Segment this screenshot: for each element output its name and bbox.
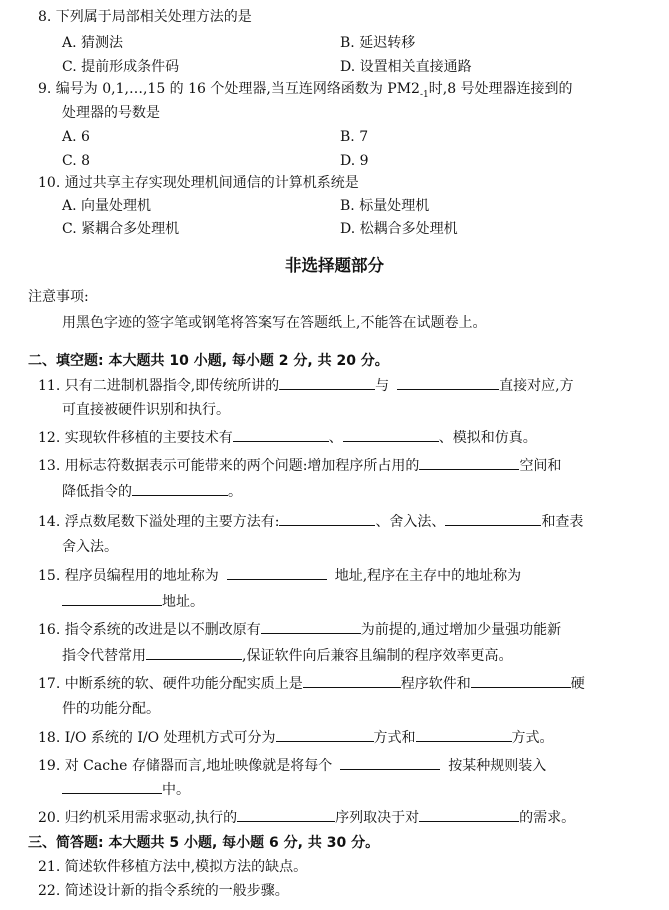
q21-text: 21. 简述软件移植方法中,模拟方法的缺点。 — [38, 859, 308, 875]
q22-text: 22. 简述设计新的指令系统的一般步骤。 — [38, 883, 289, 899]
q14-blank-1 — [279, 512, 375, 526]
q8-option-b: B. 延迟转移 — [340, 35, 416, 51]
q12-text-2: 、 — [328, 430, 343, 446]
q17-text-2: 程序软件和 — [400, 676, 471, 692]
q10-option-b: B. 标量处理机 — [340, 198, 430, 214]
q11-text-3: 直接对应,方 — [499, 378, 574, 394]
q16-text-3: 指令代替常用 — [62, 648, 146, 664]
q16-line2 — [62, 646, 512, 665]
q9-stem-line2: 处理器的号数是 — [62, 105, 160, 121]
q16-text-1: 16. 指令系统的改进是以不删改原有 — [38, 622, 261, 638]
q9-option-d: D. 9 — [340, 153, 369, 169]
q11-line2: 可直接被硬件识别和执行。 — [62, 402, 230, 418]
q18-text-3: 方式。 — [511, 730, 554, 746]
q17-text-3: 硬 — [570, 676, 585, 692]
q13-line1 — [38, 456, 561, 475]
q15-text-2: 地址,程序在主存中的地址称为 — [334, 568, 522, 584]
q19-line2 — [62, 780, 190, 799]
q13-text-3: 降低指令的 — [62, 484, 132, 500]
q13-text-4: 。 — [228, 484, 242, 500]
q20-blank-1 — [237, 808, 335, 822]
q9-stem — [38, 80, 573, 104]
q11-blank-2 — [397, 376, 499, 390]
q13-blank-1 — [419, 456, 519, 470]
q9-option-b: B. 7 — [340, 129, 369, 145]
q17-blank-2 — [471, 674, 571, 688]
q11-text-2: 与 — [375, 378, 390, 394]
q17-text-1: 17. 中断系统的软、硬件功能分配实质上是 — [38, 676, 303, 692]
q14-text-3: 和查表 — [541, 514, 584, 530]
q19-text-3: 中。 — [162, 782, 190, 798]
q20-text-3: 的需求。 — [519, 810, 576, 826]
q18-line1 — [38, 728, 554, 747]
q19-text-2: 按某种规则装入 — [448, 758, 547, 774]
q15-text-1: 15. 程序员编程用的地址称为 — [38, 568, 219, 584]
q17-blank-1 — [303, 674, 401, 688]
q20-text-2: 序列取决于对 — [335, 810, 420, 826]
q14-text-2: 、舍入法、 — [375, 514, 446, 530]
q13-line2 — [62, 482, 242, 501]
q16-blank-1 — [261, 620, 361, 634]
notice-label: 注意事项: — [28, 289, 89, 305]
q18-text-1: 18. I/O 系统的 I/O 处理机方式可分为 — [38, 730, 276, 746]
q8-stem: 8. 下列属于局部相关处理方法的是 — [38, 9, 252, 25]
q15-line2 — [62, 592, 204, 611]
q12-line1 — [38, 428, 537, 447]
q20-line1 — [38, 808, 575, 827]
q20-text-1: 20. 归约机采用需求驱动,执行的 — [38, 810, 238, 826]
q13-text-1: 13. 用标志符数据表示可能带来的两个问题:增加程序所占用的 — [38, 458, 420, 474]
q12-blank-1 — [233, 428, 329, 442]
q18-blank-1 — [276, 728, 374, 742]
q12-text-3: 、模拟和仿真。 — [438, 430, 537, 446]
q9-option-a: A. 6 — [62, 129, 90, 145]
q19-line1 — [38, 756, 546, 775]
q11-line1 — [38, 376, 574, 395]
q14-text-1: 14. 浮点数尾数下溢处理的主要方法有: — [38, 514, 280, 530]
notice-text: 用黑色字迹的签字笔或钢笔将答案写在答题纸上,不能答在试题卷上。 — [62, 315, 487, 331]
q16-line1 — [38, 620, 561, 639]
q17-line1 — [38, 674, 585, 693]
q20-blank-2 — [419, 808, 519, 822]
q11-text-1: 11. 只有二进制机器指令,即传统所讲的 — [38, 378, 280, 394]
q12-blank-2 — [343, 428, 439, 442]
q18-text-2: 方式和 — [373, 730, 416, 746]
q11-blank-1 — [279, 376, 375, 390]
q10-option-d: D. 松耦合多处理机 — [340, 221, 458, 237]
section-fill-blank-title: 二、填空题: 本大题共 10 小题, 每小题 2 分, 共 20 分。 — [28, 353, 389, 369]
section-short-answer-title: 三、简答题: 本大题共 5 小题, 每小题 6 分, 共 30 分。 — [28, 835, 380, 851]
q8-option-d: D. 设置相关直接通路 — [340, 59, 472, 75]
q15-line1 — [38, 566, 521, 585]
q19-text-1: 19. 对 Cache 存储器而言,地址映像就是将每个 — [38, 758, 333, 774]
q10-stem: 10. 通过共享主存实现处理机间通信的计算机系统是 — [38, 175, 359, 191]
q16-text-2: 为前提的,通过增加少量强功能新 — [360, 622, 562, 638]
q9-stem-pre: 9. 编号为 0,1,…,15 的 16 个处理器,当互连网络函数为 PM2 — [38, 81, 420, 97]
q18-blank-2 — [416, 728, 512, 742]
q10-option-c: C. 紧耦合多处理机 — [62, 221, 180, 237]
q14-line2: 舍入法。 — [62, 539, 118, 555]
q15-blank-1 — [227, 566, 327, 580]
part-title: 非选择题部分 — [285, 256, 384, 275]
q13-text-2: 空间和 — [519, 458, 562, 474]
q14-blank-2 — [445, 512, 541, 526]
q16-blank-2 — [146, 646, 242, 660]
q9-stem-sub: -1 — [419, 89, 429, 100]
q8-option-a: A. 猜测法 — [62, 35, 124, 51]
q15-text-3: 地址。 — [162, 594, 204, 610]
q15-blank-2 — [62, 592, 162, 606]
q13-blank-2 — [132, 482, 228, 496]
q10-option-a: A. 向量处理机 — [62, 198, 152, 214]
q8-option-c: C. 提前形成条件码 — [62, 59, 180, 75]
q9-stem-post: 时,8 号处理器连接到的 — [428, 81, 573, 97]
q16-text-4: ,保证软件向后兼容且编制的程序效率更高。 — [242, 648, 513, 664]
q19-blank-1 — [340, 756, 440, 770]
q19-blank-2 — [62, 780, 162, 794]
q9-option-c: C. 8 — [62, 153, 91, 169]
q17-line2: 件的功能分配。 — [62, 701, 160, 717]
q12-text-1: 12. 实现软件移植的主要技术有 — [38, 430, 233, 446]
q14-line1 — [38, 512, 583, 531]
